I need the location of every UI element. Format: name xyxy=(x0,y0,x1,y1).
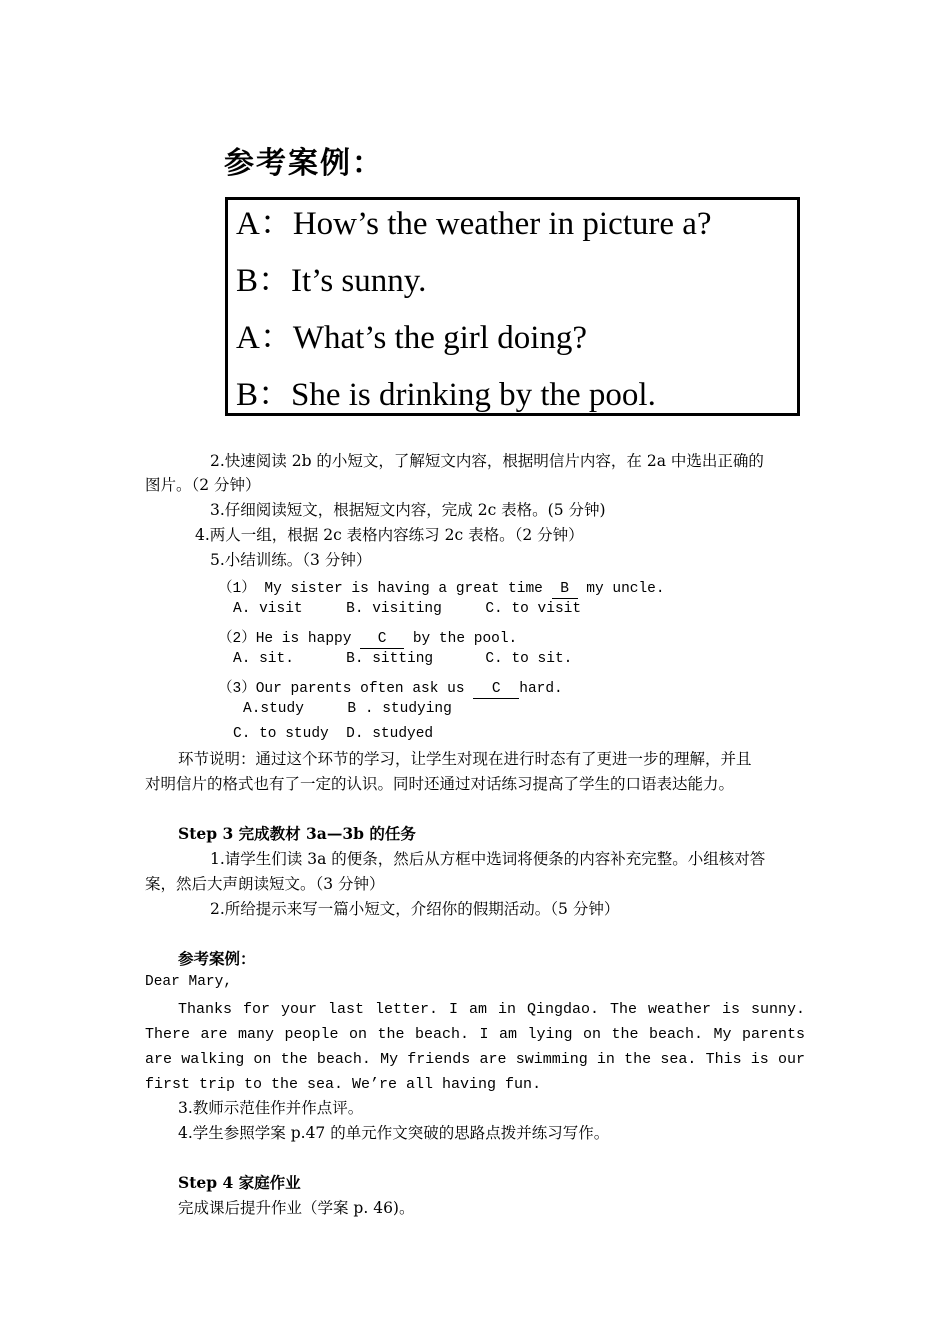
dialog-line: A：How’s the weather in picture a? xyxy=(236,206,712,242)
question-text: by the pool. xyxy=(404,631,518,647)
quiz-options-2: A. sit. B. sitting C. to sit. xyxy=(233,651,573,667)
question-text: （2）He is happy xyxy=(218,631,361,647)
question-text: hard. xyxy=(519,681,563,697)
example-item4: 4.学生参照学案 p.47 的单元作文突破的思路点拨并练习写作。 xyxy=(178,1124,610,1142)
question-text: （1） My sister is having a great time xyxy=(218,581,552,597)
section-note-line2: 对明信片的格式也有了一定的认识。同时还通过对话练习提高了学生的口语表达能力。 xyxy=(145,775,735,793)
step4-text: 完成课后提升作业（学案 p. 46)。 xyxy=(178,1199,415,1217)
quiz-options-1: A. visit B. visiting C. to visit xyxy=(233,601,582,617)
step2-item3: 3.仔细阅读短文，根据短文内容，完成 2c 表格。(5 分钟) xyxy=(210,501,606,519)
question-text: my uncle. xyxy=(577,581,665,597)
step2-item4: 4.两人一组，根据 2c 表格内容练习 2c 表格。（2 分钟） xyxy=(195,526,584,544)
question-text: （3）Our parents often ask us xyxy=(218,681,474,697)
section-note-line1: 环节说明：通过这个环节的学习，让学生对现在进行时态有了更进一步的理解，并且 xyxy=(178,750,752,768)
reference-example-title: 参考案例： xyxy=(224,146,384,181)
example-heading: 参考案例： xyxy=(178,949,256,968)
step2-item2-line1: 2.快速阅读 2b 的小短文，了解短文内容，根据明信片内容，在 2a 中选出正确的 xyxy=(210,452,764,470)
example-item3: 3.教师示范佳作并作点评。 xyxy=(178,1099,364,1117)
step3-item2: 2.所给提示来写一篇小短文，介绍你的假期活动。（5 分钟） xyxy=(210,900,620,918)
answer-blank: C xyxy=(360,630,404,649)
step4-heading: Step 4 家庭作业 xyxy=(178,1173,301,1192)
letter-body: Thanks for your last letter. I am in Qingdao. The weather is sunny. There are many people on the beach. I am lying on the beach. My parents are walking on the beach. My friends are swimming in the sea. This is our first trip to the sea. We’re all having fun. xyxy=(145,1001,805,1093)
answer-blank: C xyxy=(473,680,519,699)
quiz-options-3a: A.study B . studying xyxy=(243,701,452,717)
letter-greeting: Dear Mary, xyxy=(145,974,233,990)
step3-item1-line1: 1.请学生们读 3a 的便条，然后从方框中选词将便条的内容补充完整。小组核对答 xyxy=(210,850,766,868)
step3-item1-line2: 案，然后大声朗读短文。（3 分钟） xyxy=(145,875,385,893)
quiz-options-3b: C. to study D. studyed xyxy=(233,726,434,742)
dialog-line: A：What’s the girl doing? xyxy=(236,320,588,356)
answer-blank: B xyxy=(552,580,578,599)
step2-item5: 5.小结训练。（3 分钟） xyxy=(210,551,372,569)
dialog-box xyxy=(225,197,800,416)
quiz-question-1 xyxy=(218,576,665,599)
quiz-question-2 xyxy=(218,626,517,649)
step3-heading: Step 3 完成教材 3a—3b 的任务 xyxy=(178,824,416,843)
dialog-line: B：She is drinking by the pool. xyxy=(236,377,656,413)
dialog-line: B：It’s sunny. xyxy=(236,263,427,299)
step2-item2-line2: 图片。（2 分钟） xyxy=(145,476,261,494)
quiz-question-3 xyxy=(218,676,563,699)
